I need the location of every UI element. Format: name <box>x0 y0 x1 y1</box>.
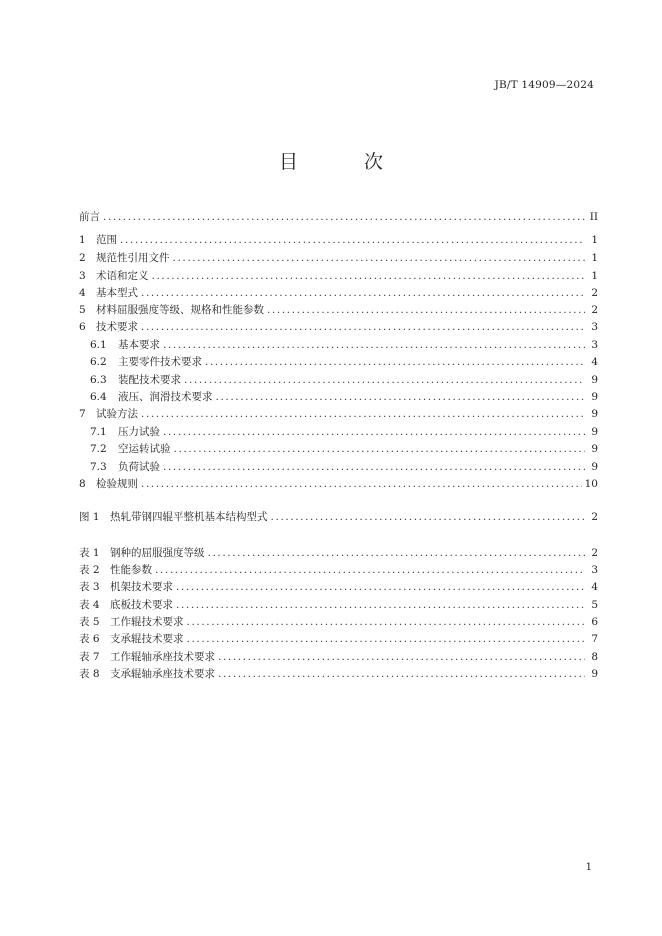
entry-title: 材料屈服强度等级、规格和性能参数 <box>96 304 264 316</box>
toc-entry[interactable] <box>79 232 598 250</box>
entry-title: 空运转试验 <box>118 443 171 455</box>
leader-dots <box>205 356 585 368</box>
entry-page: II <box>589 211 598 223</box>
entry-title: 主要零件技术要求 <box>118 356 202 368</box>
leader-dots <box>163 339 585 351</box>
leader-dots <box>176 599 585 611</box>
entry-title: 基本要求 <box>118 339 160 351</box>
entry-page: 8 <box>591 651 598 663</box>
entry-page: 1 <box>591 252 598 264</box>
entry-number: 表 8 <box>79 668 100 680</box>
leader-dots <box>141 478 582 490</box>
entry-number: 1 <box>79 234 86 246</box>
entry-title: 液压、润滑技术要求 <box>118 391 213 403</box>
leader-dots <box>141 408 585 420</box>
leader-dots <box>187 616 586 628</box>
entry-number: 图 1 <box>79 511 100 523</box>
entry-title: 前言 <box>79 211 100 223</box>
toc-entry[interactable] <box>79 406 598 424</box>
page-title <box>0 147 662 174</box>
entry-title: 热轧带钢四辊平整机基本结构型式 <box>110 511 268 523</box>
table-entry[interactable] <box>79 579 598 597</box>
toc-entry[interactable] <box>79 319 598 337</box>
table-entry[interactable] <box>79 666 598 684</box>
table-entry[interactable] <box>79 545 598 563</box>
entry-number: 6.4 <box>90 391 107 403</box>
entry-number: 2 <box>79 252 86 264</box>
toc-entry[interactable] <box>79 459 598 477</box>
table-entry[interactable] <box>79 614 598 632</box>
leader-dots <box>152 270 586 282</box>
entry-number: 6.3 <box>90 374 107 386</box>
table-entry[interactable] <box>79 649 598 667</box>
entry-title: 底板技术要求 <box>110 599 173 611</box>
entry-number: 6.1 <box>90 339 107 351</box>
entry-page: 3 <box>591 564 598 576</box>
figure-entry[interactable] <box>79 509 598 527</box>
leader-dots <box>163 461 585 473</box>
entry-title: 性能参数 <box>110 564 152 576</box>
toc-entry[interactable] <box>79 209 598 227</box>
entry-page: 7 <box>591 633 598 645</box>
leader-dots <box>187 633 586 645</box>
entry-title: 压力试验 <box>118 426 160 438</box>
entry-number: 表 2 <box>79 564 100 576</box>
entry-page: 5 <box>591 599 598 611</box>
toc-entry[interactable] <box>79 268 598 286</box>
entry-title: 钢种的屈服强度等级 <box>110 547 205 559</box>
entry-title: 支承辊技术要求 <box>110 633 184 645</box>
entry-title: 工作辊技术要求 <box>110 616 184 628</box>
entry-number: 4 <box>79 287 86 299</box>
entry-title: 范围 <box>96 234 117 246</box>
entry-page: 9 <box>591 668 598 680</box>
entry-page: 2 <box>591 304 598 316</box>
leader-dots <box>267 304 585 316</box>
entry-page: 3 <box>591 321 598 333</box>
leader-dots <box>103 211 585 223</box>
leader-dots <box>163 426 585 438</box>
entry-number: 表 4 <box>79 599 100 611</box>
toc-entry[interactable] <box>79 250 598 268</box>
entry-number: 7.2 <box>90 443 107 455</box>
entry-number: 7 <box>79 408 86 420</box>
entry-title: 负荷试验 <box>118 461 160 473</box>
entry-page: 9 <box>591 391 598 403</box>
leader-dots <box>271 511 586 523</box>
entry-number: 表 3 <box>79 581 100 593</box>
leader-dots <box>173 252 586 264</box>
entry-number: 7.1 <box>90 426 107 438</box>
leader-dots <box>155 564 585 576</box>
entry-title: 支承辊轴承座技术要求 <box>110 668 215 680</box>
entry-page: 6 <box>591 616 598 628</box>
table-entry[interactable] <box>79 631 598 649</box>
leader-dots <box>120 234 585 246</box>
leader-dots <box>141 321 585 333</box>
entry-page: 4 <box>591 356 598 368</box>
entry-page: 3 <box>591 339 598 351</box>
entry-number: 5 <box>79 304 86 316</box>
leader-dots <box>174 443 586 455</box>
entry-page: 2 <box>591 287 598 299</box>
entry-page: 1 <box>591 234 598 246</box>
entry-title: 技术要求 <box>96 321 138 333</box>
entry-number: 表 1 <box>79 547 100 559</box>
entry-number: 3 <box>79 270 86 282</box>
entry-title: 试验方法 <box>96 408 138 420</box>
entry-number: 7.3 <box>90 461 107 473</box>
leader-dots <box>216 391 586 403</box>
toc-entry[interactable] <box>79 441 598 459</box>
standard-number: JB/T 14909—2024 <box>494 79 594 91</box>
toc-entry[interactable] <box>79 302 598 320</box>
entry-number: 8 <box>79 478 86 490</box>
page-number: 1 <box>585 862 592 873</box>
entry-page: 9 <box>591 374 598 386</box>
entry-title: 术语和定义 <box>96 270 149 282</box>
title-char-2: 次 <box>364 151 384 173</box>
entry-page: 4 <box>591 581 598 593</box>
table-entry[interactable] <box>79 597 598 615</box>
entry-number: 表 6 <box>79 633 100 645</box>
leader-dots <box>184 374 585 386</box>
leader-dots <box>176 581 585 593</box>
entry-title: 检验规则 <box>96 478 138 490</box>
entry-title: 基本型式 <box>96 287 138 299</box>
entry-title: 机架技术要求 <box>110 581 173 593</box>
entry-number: 6.2 <box>90 356 107 368</box>
entry-page: 9 <box>591 461 598 473</box>
toc-entry[interactable] <box>79 372 598 390</box>
entry-number: 表 5 <box>79 616 100 628</box>
leader-dots <box>218 668 585 680</box>
entry-title: 规范性引用文件 <box>96 252 170 264</box>
entry-title: 装配技术要求 <box>118 374 181 386</box>
entry-page: 9 <box>591 408 598 420</box>
entry-number: 6 <box>79 321 86 333</box>
title-char-1: 目 <box>278 151 298 173</box>
toc-entry[interactable] <box>79 285 598 303</box>
entry-page: 2 <box>591 511 598 523</box>
entry-page: 2 <box>591 547 598 559</box>
entry-title: 工作辊轴承座技术要求 <box>110 651 215 663</box>
toc-entry[interactable] <box>79 389 598 407</box>
toc-entry[interactable] <box>79 354 598 372</box>
entry-page: 10 <box>584 478 598 490</box>
leader-dots <box>141 287 585 299</box>
entry-number: 表 7 <box>79 651 100 663</box>
entry-page: 1 <box>591 270 598 282</box>
toc-entry[interactable] <box>79 476 598 494</box>
toc-entry[interactable] <box>79 337 598 355</box>
leader-dots <box>218 651 585 663</box>
table-entry[interactable] <box>79 562 598 580</box>
leader-dots <box>208 547 586 559</box>
toc-entry[interactable] <box>79 424 598 442</box>
entry-page: 9 <box>591 426 598 438</box>
entry-page: 9 <box>591 443 598 455</box>
